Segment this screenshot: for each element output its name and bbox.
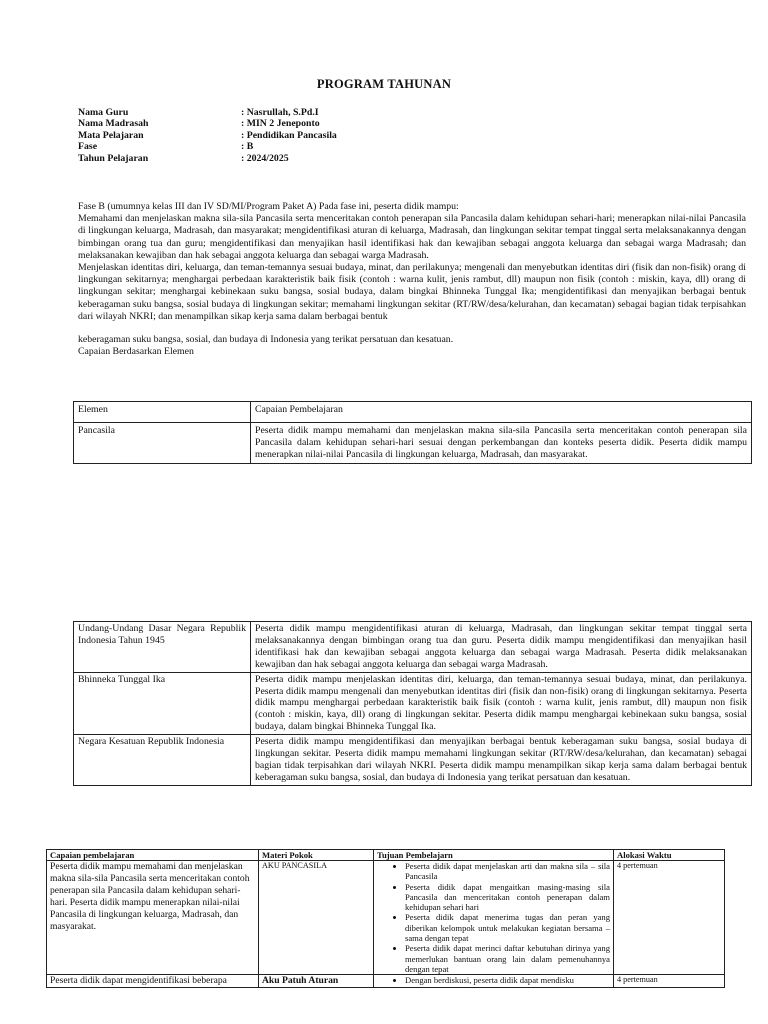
intro-paragraph: keberagaman suku bangsa, sosial, dan budaya di Indonesia yang terikat persatuan dan kesatuan. bbox=[78, 334, 454, 346]
table-cell: AKU PANCASILA bbox=[259, 861, 374, 975]
table-cell: Peserta didik mampu memahami dan menjelaskan makna sila-sila Pancasila serta menceritakan contoh penerapan sila Pancasila dalam kehidupan sehari-hari sesuai dengan perkembangan dan konteks peserta didik. Peserta didik mampu menerapkan nilai-nilai Pancasila di lingkungan keluarga, Madrasah, dan masyarakat. bbox=[251, 423, 752, 464]
info-value: : 2024/2025 bbox=[241, 152, 289, 164]
table-row bbox=[74, 622, 752, 673]
table-cell: 4 pertemuan bbox=[614, 861, 725, 975]
column-header: Tujuan Pembelajarn bbox=[374, 850, 614, 861]
table-row bbox=[74, 735, 752, 786]
info-row bbox=[78, 130, 337, 141]
table-row bbox=[47, 861, 725, 975]
info-value: : MIN 2 Jeneponto bbox=[241, 118, 320, 130]
table-row bbox=[47, 975, 725, 988]
info-label: Fase bbox=[78, 141, 98, 153]
table-header-row bbox=[47, 850, 725, 861]
table-cell: Negara Kesatuan Republik Indonesia bbox=[74, 735, 251, 786]
intro-text bbox=[78, 201, 746, 358]
table-row bbox=[74, 672, 752, 735]
table-cell: Peserta didik mampu mengidentifikasi aturan di keluarga, Madrasah, dan lingkungan sekitar tempat tinggal serta melaksanakannya dengan bimbingan orang tua dan guru. Peserta didik mampu mengidentifikasi dan menyajikan hasil identifikasi hak dan kewajiban sebagai anggota keluarga dan sebagai warga Madrasah. Peserta didik melaksanakan kewajiban dan hak sebagai anggota keluarga dan sebagai warga Madrasah. bbox=[251, 622, 752, 673]
table-cell: Peserta didik mampu memahami dan menjelaskan makna sila-sila Pancasila serta menceritakan contoh penerapan sila Pancasila dalam kehidupan sehari-hari. Peserta didik mampu menerapkan nilai-nilai Pancasila di lingkungan keluarga, Madrasah, dan masyarakat. bbox=[47, 861, 259, 975]
list-item: • Peserta didik dapat merinci daftar kebutuhan dirinya yang memerlukan bantuan orang lain dalam pemenuhannya dengan tepat bbox=[405, 943, 610, 974]
elements-table-continued bbox=[73, 621, 752, 786]
column-header: Capaian Pembelajaran bbox=[251, 402, 752, 423]
intro-paragraph: Memahami dan menjelaskan makna sila-sila Pancasila serta menceritakan contoh penerapan sila Pancasila dalam kehidupan sehari-hari; menerapkan nilai-nilai Pancasila di lingkungan keluarga, Madrasah, dan masyarakat; mengidentifikasi aturan di keluarga, Madrasah, dan lingkungan sekitar tempat tinggal serta melaksanakannya dengan bimbingan orang tua dan guru; mengidentifikasi dan menyajikan hasil identifikasi hak dan kewajiban sebagai anggota keluarga dan sebagai warga Madrasah; dan melaksanakan kewajiban dan hak sebagai anggota keluarga dan sebagai warga Madrasah. bbox=[78, 213, 746, 261]
table-cell: Undang-Undang Dasar Negara Republik Indonesia Tahun 1945 bbox=[74, 622, 251, 673]
intro-paragraph: Fase B (umumnya kelas III dan IV SD/MI/Program Paket A) Pada fase ini, peserta didik mampu: bbox=[78, 201, 459, 212]
annual-program-table bbox=[46, 849, 725, 988]
table-cell: Pancasila bbox=[74, 423, 251, 464]
info-label: Tahun Pelajaran bbox=[78, 152, 149, 164]
table-cell: Aku Patuh Aturan bbox=[259, 975, 374, 988]
info-label: Nama Guru bbox=[78, 107, 129, 118]
info-value: : Nasrullah, S.Pd.I bbox=[241, 107, 319, 118]
info-label: Nama Madrasah bbox=[78, 118, 149, 130]
column-header: Capaian pembelajaran bbox=[47, 850, 259, 861]
column-header: Alokasi Waktu bbox=[614, 850, 725, 861]
table-cell: Peserta didik mampu mengidentifikasi dan menyajikan berbagai bentuk keberagaman suku bangsa, sosial budaya di lingkungan sekitar. Peserta didik mampu memahami lingkungan sekitar (RT/RW/desa/kelurahan, dan kecamatan) sebagai bagian tidak terpisahkan dari wilayah NKRI. Peserta didik mampu menampilkan sikap kerja sama dalam berbagai bentuk keberagaman suku bangsa, sosial, dan budaya di Indonesia yang terikat persatuan dan kesatuan. bbox=[251, 735, 752, 786]
info-value: : Pendidikan Pancasila bbox=[241, 129, 337, 141]
table-cell bbox=[374, 861, 614, 975]
info-row bbox=[78, 107, 337, 118]
table-cell: Peserta didik dapat mengidentifikasi beberapa bbox=[47, 975, 259, 988]
info-label: Mata Pelajaran bbox=[78, 129, 144, 141]
info-row bbox=[78, 153, 337, 164]
learning-objectives-list bbox=[377, 861, 610, 974]
info-row bbox=[78, 141, 337, 152]
list-item: • Peserta didik dapat menjelaskan arti dan makna sila – sila Pancasila bbox=[405, 861, 610, 882]
learning-objectives-list bbox=[377, 975, 610, 985]
list-item: • Peserta didik dapat mengaitkan masing-masing sila Pancasila dan menceritakan contoh penerapan dalam kehidupan sehari hari bbox=[405, 882, 610, 913]
column-header: Elemen bbox=[74, 402, 251, 423]
table-row bbox=[74, 423, 752, 464]
info-value: : B bbox=[241, 141, 254, 153]
intro-paragraph: Menjelaskan identitas diri, keluarga, dan teman-temannya sesuai budaya, minat, dan perilakunya; mengenali dan menyebutkan identitas diri (fisik dan non-fisik) orang di lingkungan sekitarnya; menghargai perbedaan karakteristik baik fisik (contoh : warna kulit, jenis rambut, dll) maupun non fisik (contoh : miskin, kaya, dll) orang di lingkungan sekitar; menghargai kebinekaan suku bangsa, sosial budaya, dalam bingkai Bhinneka Tunggal Ika; mengidentifikasi dan menyajikan berbagai bentuk keberagaman suku bangsa, sosial budaya di lingkungan sekitar; memahami lingkungan sekitar (RT/RW/desa/kelurahan, dan kecamatan) sebagai bagian tidak terpisahkan dari wilayah NKRI; dan menampilkan sikap kerja sama dalam berbagai bentuk bbox=[78, 262, 746, 322]
table-cell: Peserta didik mampu menjelaskan identitas diri, keluarga, dan teman-temannya sesuai budaya, minat, dan perilakunya. Peserta didik mampu mengenali dan menyebutkan identitas diri (fisik dan non-fisik) orang di lingkungan sekitarnya. Peserta didik mampu menghargai perbedaan karakteristik baik fisik (contoh : warna kulit, jenis rambut, dll) maupun non fisik (contoh : miskin, kaya, dll) orang di lingkungan sekitar. Peserta didik mampu menghargai kebinekaan suku bangsa, sosial budaya, dalam bingkai Bhinneka Tunggal Ika. bbox=[251, 672, 752, 735]
list-item: • Dengan berdiskusi, peserta didik dapat mendisku bbox=[405, 975, 610, 985]
elements-table bbox=[73, 401, 752, 464]
table-cell: 4 pertemuan bbox=[614, 975, 725, 988]
column-header: Materi Pokok bbox=[259, 850, 374, 861]
info-row bbox=[78, 118, 337, 129]
page-title: PROGRAM TAHUNAN bbox=[316, 77, 452, 91]
table-header-row bbox=[74, 402, 752, 423]
table-cell: Bhinneka Tunggal Ika bbox=[74, 672, 251, 735]
list-item: • Peserta didik dapat menerima tugas dan peran yang diberikan kelompok untuk melakukan kegiatan bersama – sama dengan tepat bbox=[405, 912, 610, 943]
table-cell bbox=[374, 975, 614, 988]
teacher-info-block bbox=[78, 107, 337, 164]
section-heading: Capaian Berdasarkan Elemen bbox=[78, 346, 194, 358]
